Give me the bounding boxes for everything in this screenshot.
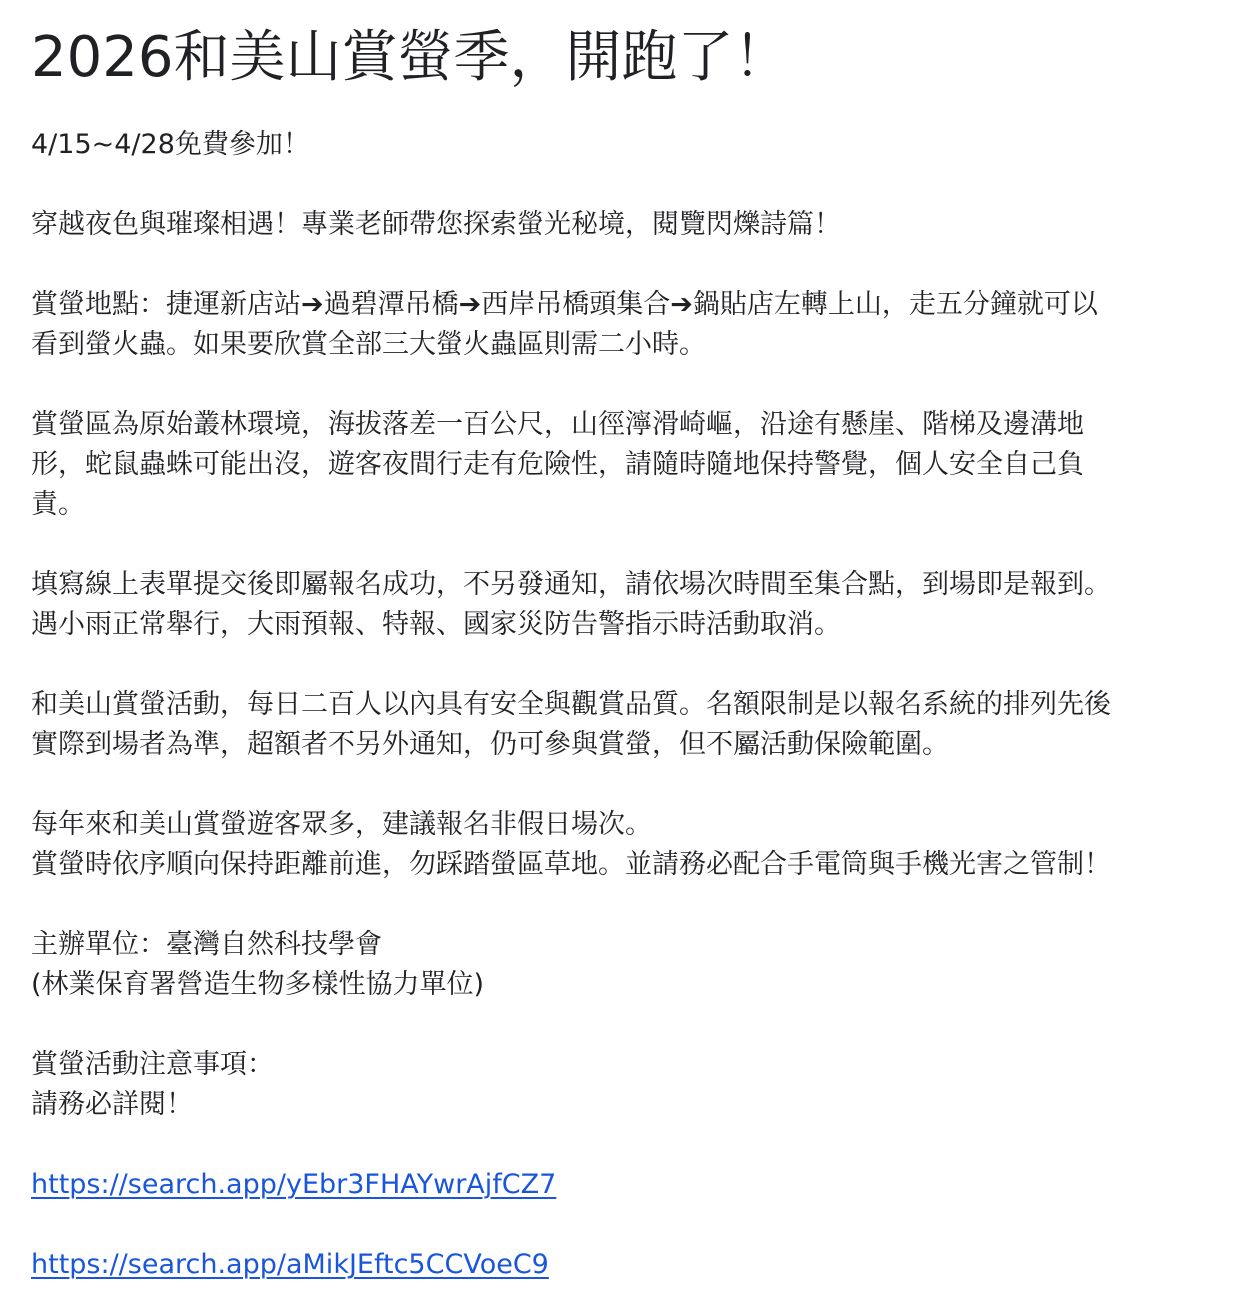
blank-line: [31, 1205, 1236, 1245]
blank-line: [31, 1125, 1236, 1165]
notes-reminder: 請務必詳閱！: [31, 1089, 193, 1120]
location-line-1: 賞螢地點：捷運新店站➔過碧潭吊橋➔西岸吊橋頭集合➔鍋貼店左轉上山，走五分鐘就可以: [31, 289, 1098, 320]
blank-line: [31, 365, 1236, 405]
organizer-affiliation-line: (林業保育署營造生物多樣性協力單位): [31, 969, 485, 1000]
notice-link-1[interactable]: https://search.app/yEbr3FHAYwrAjfCZ7: [31, 1169, 557, 1200]
page-title: 2026和美山賞螢季，開跑了！: [31, 25, 790, 90]
event-description: [31, 125, 1236, 1285]
blank-line: [31, 765, 1236, 805]
intro-line: 穿越夜色與璀璨相遇！專業老師帶您探索螢光秘境，閱覽閃爍詩篇！: [31, 209, 841, 240]
date-line: 4/15~4/28免費參加！: [31, 129, 310, 160]
location-line-2: 看到螢火蟲。如果要欣賞全部三大螢火蟲區則需二小時。: [31, 329, 706, 360]
registration-line-1: 填寫線上表單提交後即屬報名成功，不另發通知，請依場次時間至集合點，到場即是報到。: [31, 569, 1111, 600]
blank-line: [31, 645, 1236, 685]
blank-line: [31, 245, 1236, 285]
quota-line-2: 實際到場者為準，超額者不另外通知，仍可參與賞螢，但不屬活動保險範圍。: [31, 729, 949, 760]
blank-line: [31, 525, 1236, 565]
advice-line-2: 賞螢時依序順向保持距離前進，勿踩踏螢區草地。並請務必配合手電筒與手機光害之管制！: [31, 849, 1111, 880]
link-row-1: [31, 1165, 1236, 1205]
blank-line: [31, 885, 1236, 925]
blank-line: [31, 1005, 1236, 1045]
quota-line-1: 和美山賞螢活動，每日二百人以內具有安全與觀賞品質。名額限制是以報名系統的排列先後: [31, 689, 1111, 720]
safety-line-3: 責。: [31, 489, 85, 520]
safety-line-2: 形，蛇鼠蟲蛛可能出沒，遊客夜間行走有危險性，請隨時隨地保持警覺，個人安全自己負: [31, 449, 1084, 480]
organizer-line: 主辦單位：臺灣自然科技學會: [31, 929, 382, 960]
notes-heading: 賞螢活動注意事項：: [31, 1049, 274, 1080]
advice-line-1: 每年來和美山賞螢遊客眾多，建議報名非假日場次。: [31, 809, 652, 840]
link-row-2: [31, 1245, 1236, 1285]
blank-line: [31, 165, 1236, 205]
safety-line-1: 賞螢區為原始叢林環境，海拔落差一百公尺，山徑濘滑崎嶇，沿途有懸崖、階梯及邊溝地: [31, 409, 1084, 440]
registration-line-2: 遇小雨正常舉行，大雨預報、特報、國家災防告警指示時活動取消。: [31, 609, 841, 640]
notice-link-2[interactable]: https://search.app/aMikJEftc5CCVoeC9: [31, 1249, 549, 1280]
